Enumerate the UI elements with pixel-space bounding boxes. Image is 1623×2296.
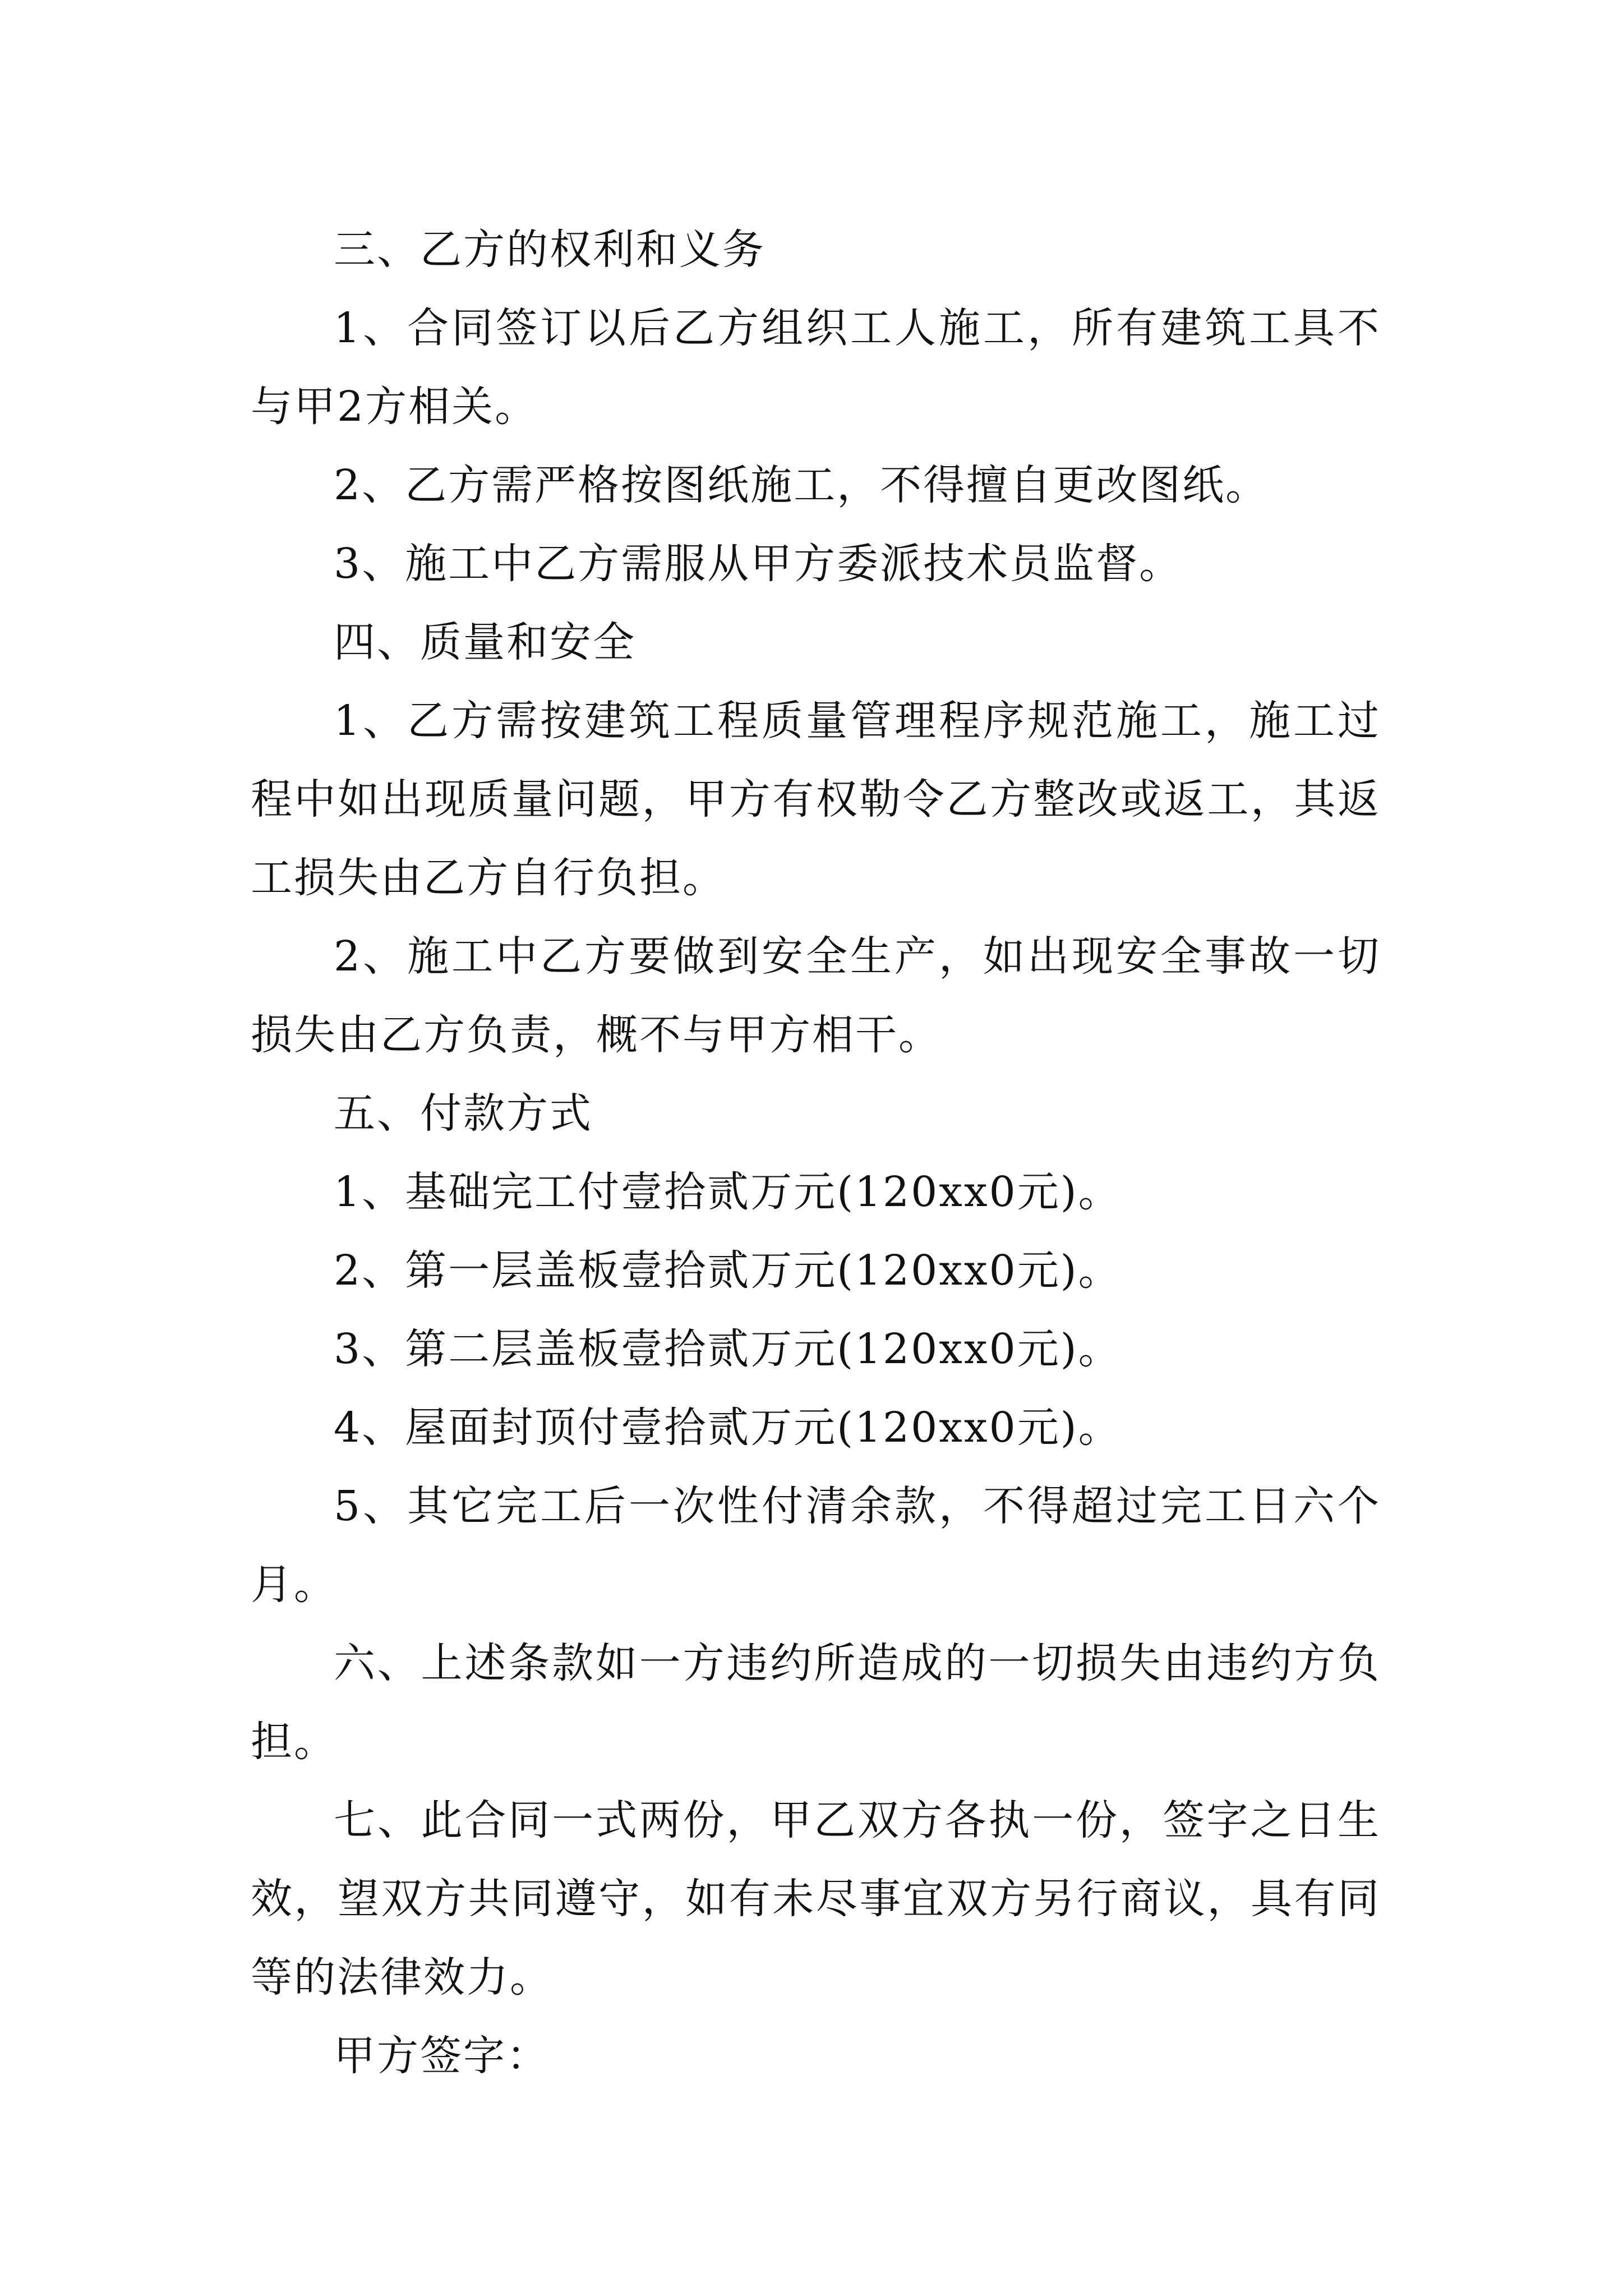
clause-4-1: 1、乙方需按建筑工程质量管理程序规范施工，施工过程中如出现质量问题，甲方有权勒令乙方整改或返工，其返工损失由乙方自行负担。 [251, 697, 1381, 902]
clause-5-5: 5、其它完工后一次性付清余款，不得超过完工日六个月。 [251, 1482, 1381, 1609]
contract-body [251, 210, 1381, 2095]
section-six-breach: 六、上述条款如一方违约所造成的一切损失由违约方负担。 [251, 1639, 1381, 1766]
section-heading-payment: 五、付款方式 [334, 1089, 593, 1138]
clause-5-3: 3、第二层盖板壹拾贰万元(120xx0元)。 [334, 1325, 1122, 1373]
clause-4-2: 2、施工中乙方要做到安全生产，如出现安全事故一切损失由乙方负责，概不与甲方相干。 [251, 932, 1381, 1059]
section-seven-copies: 七、此合同一式两份，甲乙双方各执一份，签字之日生效，望双方共同遵守，如有未尽事宜双方另行商议，具有同等的法律效力。 [251, 1796, 1381, 2001]
clause-3-1: 1、合同签订以后乙方组织工人施工，所有建筑工具不与甲2方相关。 [251, 304, 1381, 431]
clause-5-4: 4、屋面封顶付壹拾贰万元(120xx0元)。 [334, 1404, 1122, 1452]
section-heading-rights-obligations: 三、乙方的权利和义务 [334, 226, 766, 274]
section-heading-quality-safety: 四、质量和安全 [334, 618, 636, 666]
clause-3-3: 3、施工中乙方需服从甲方委派技术员监督。 [334, 540, 1183, 588]
clause-5-1: 1、基础完工付壹拾贰万元(120xx0元)。 [334, 1168, 1122, 1216]
clause-5-2: 2、第一层盖板壹拾贰万元(120xx0元)。 [334, 1246, 1122, 1295]
clause-3-2: 2、乙方需严格按图纸施工，不得擅自更改图纸。 [334, 461, 1269, 509]
party-a-signature-label: 甲方签字： [334, 2032, 550, 2080]
